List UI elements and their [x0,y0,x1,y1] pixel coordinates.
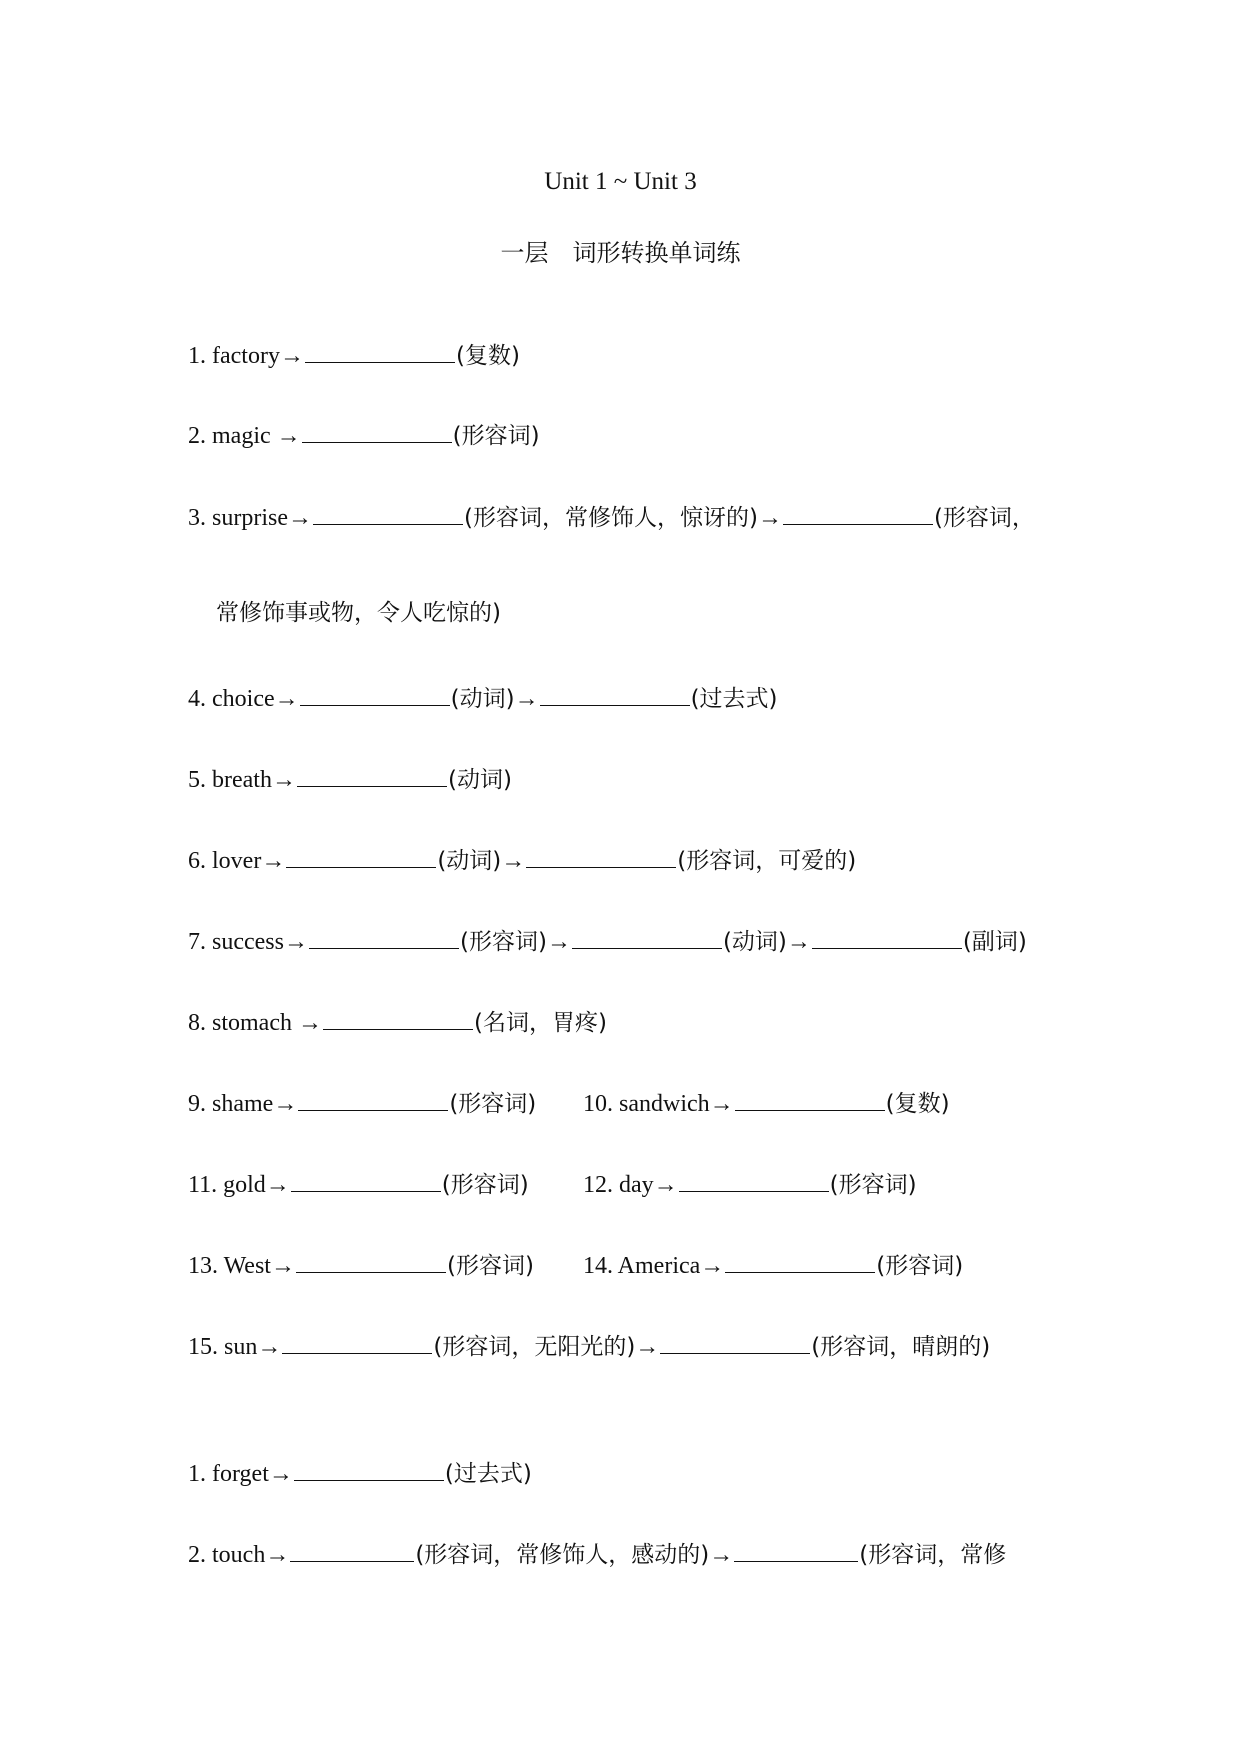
question-2 [188,420,540,451]
question-12 [583,1169,917,1200]
hint: (过去式) [690,686,778,712]
question-word: 7. success [188,929,284,955]
arrow-icon: → [283,929,308,955]
arrow-icon: → [274,686,299,712]
answer-blank[interactable] [305,340,455,363]
answer-blank[interactable] [290,1539,414,1562]
arrow-icon: → [268,1461,293,1487]
question-word: 1. forget [188,1461,269,1487]
question-5 [188,764,512,795]
question-7 [188,926,1027,957]
hint: (动词) [450,686,515,712]
question-word: 6. lover [188,848,262,874]
question-13 [188,1250,534,1281]
answer-blank[interactable] [812,926,962,949]
hint: (形容词) [459,929,547,955]
hint: (动词) [447,767,512,793]
answer-blank[interactable] [297,764,447,787]
hint: (形容词，常修 [859,1542,1007,1568]
arrow-icon: → [546,929,571,955]
question-3-continued [216,598,501,628]
answer-blank[interactable] [734,1539,858,1562]
answer-blank[interactable] [294,1458,444,1481]
answer-blank[interactable] [291,1169,441,1192]
question-word: 1. factory [188,343,280,369]
question-6 [188,845,856,876]
question-word: 12. day [583,1172,654,1198]
arrow-icon: → [635,1334,660,1360]
hint: (动词) [437,848,502,874]
answer-blank[interactable] [298,1088,448,1111]
question-word: 2. touch [188,1542,266,1568]
question-3 [188,502,1035,533]
answer-blank[interactable] [725,1250,875,1273]
section-title: 一层 词形转换单词练 [500,239,741,267]
answer-blank[interactable] [735,1088,885,1111]
unit-title: Unit 1 ~ Unit 3 [544,168,697,195]
answer-blank[interactable] [300,683,450,706]
hint: (形容词，无阳光的) [433,1334,636,1360]
arrow-icon: → [501,848,526,874]
answer-blank[interactable] [282,1331,432,1354]
question-word: 14. America [583,1253,701,1279]
arrow-icon: → [265,1542,290,1568]
hint: (形容词) [452,423,540,449]
answer-blank[interactable] [572,926,722,949]
question-15 [188,1331,990,1362]
hint: (动词) [722,929,787,955]
arrow-icon: → [279,343,304,369]
arrow-icon: → [273,1091,298,1117]
hint: (形容词) [449,1091,537,1117]
hint: (形容词) [876,1253,964,1279]
question-1 [188,340,520,371]
hint: (形容词，晴朗的) [811,1334,991,1360]
hint: (名词，胃疼) [473,1010,607,1036]
question-4 [188,683,778,714]
hint: (复数) [455,343,520,369]
hint: (形容词， [933,505,1035,531]
question-10 [583,1088,950,1119]
hint: (形容词，常修饰人，惊讶的) [463,505,758,531]
answer-blank[interactable] [526,845,676,868]
hint: (形容词) [829,1172,917,1198]
question-word: 8. stomach [188,1010,298,1036]
arrow-icon: → [709,1542,734,1568]
question-9 [188,1088,536,1119]
arrow-icon: → [271,767,296,793]
question-word: 5. breath [188,767,272,793]
arrow-icon: → [287,505,312,531]
answer-blank[interactable] [660,1331,810,1354]
arrow-icon: → [700,1253,725,1279]
arrow-icon: → [514,686,539,712]
answer-blank[interactable] [313,502,463,525]
answer-blank[interactable] [286,845,436,868]
question-word: 10. sandwich [583,1091,710,1117]
hint: (过去式) [444,1461,532,1487]
hint: (复数) [885,1091,950,1117]
answer-blank[interactable] [783,502,933,525]
hint: (形容词，可爱的) [677,848,857,874]
arrow-icon: → [276,423,301,449]
question-word: 3. surprise [188,505,288,531]
question-word: 13. West [188,1253,271,1279]
arrow-icon: → [261,848,286,874]
answer-blank[interactable] [679,1169,829,1192]
hint: (副词) [962,929,1027,955]
question-14 [583,1250,963,1281]
arrow-icon: → [265,1172,290,1198]
arrow-icon: → [709,1091,734,1117]
answer-blank[interactable] [302,420,452,443]
arrow-icon: → [653,1172,678,1198]
hint: (形容词) [441,1172,529,1198]
answer-blank[interactable] [296,1250,446,1273]
question-word: 4. choice [188,686,275,712]
question-word: 2. magic [188,423,277,449]
hint-continued: 常修饰事或物，令人吃惊的) [216,600,501,626]
answer-blank[interactable] [309,926,459,949]
arrow-icon: → [757,505,782,531]
question-8 [188,1007,607,1038]
question-word: 11. gold [188,1172,266,1198]
arrow-icon: → [257,1334,282,1360]
question-11 [188,1169,529,1200]
part2-question-1 [188,1458,532,1489]
arrow-icon: → [786,929,811,955]
part2-question-2 [188,1539,1006,1570]
arrow-icon: → [270,1253,295,1279]
answer-blank[interactable] [323,1007,473,1030]
arrow-icon: → [297,1010,322,1036]
answer-blank[interactable] [540,683,690,706]
question-word: 15. sun [188,1334,258,1360]
hint: (形容词，常修饰人，感动的) [415,1542,710,1568]
question-word: 9. shame [188,1091,274,1117]
hint: (形容词) [446,1253,534,1279]
